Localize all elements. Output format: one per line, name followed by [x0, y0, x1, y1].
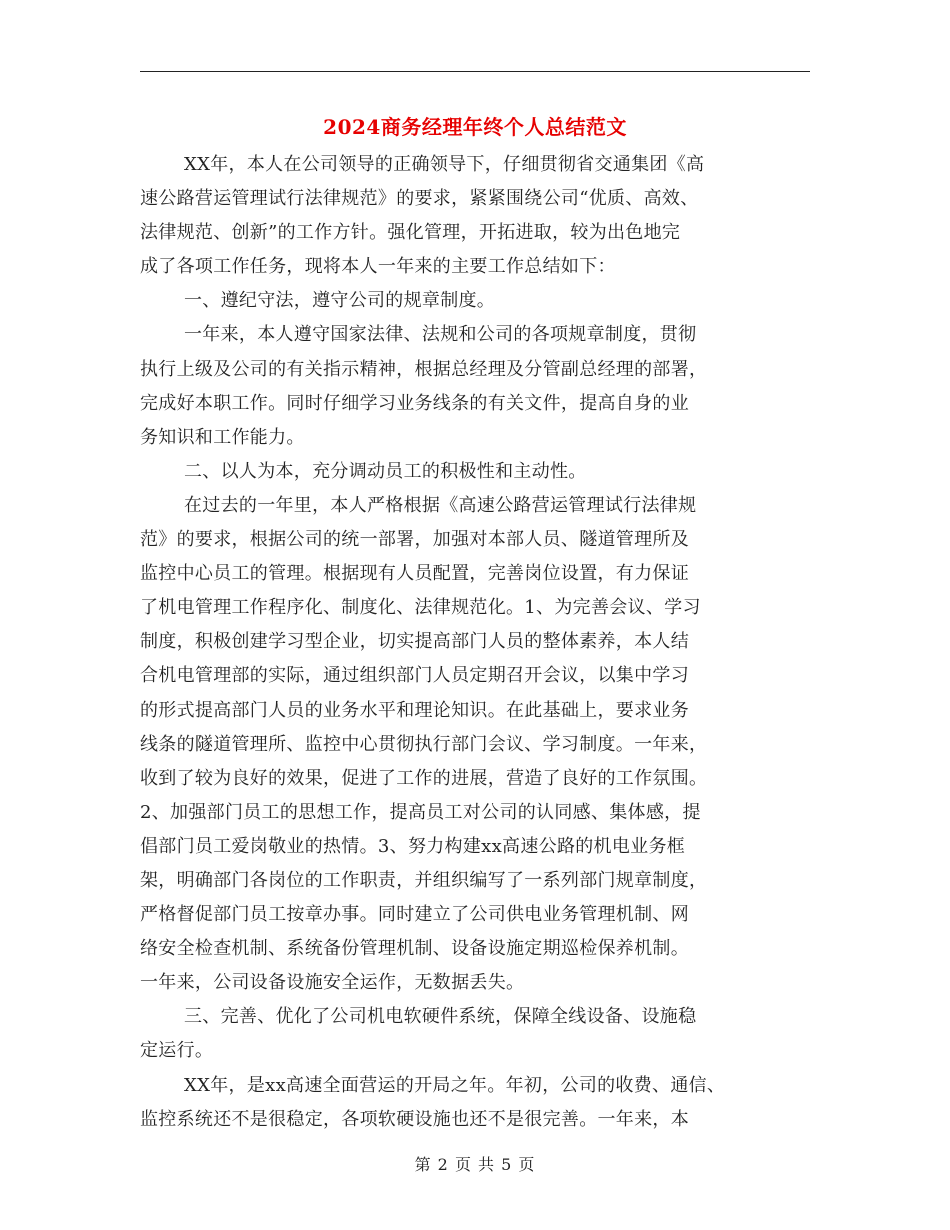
- text-line: 收到了较为良好的效果，促进了工作的进展，营造了良好的工作氛围。: [140, 767, 708, 789]
- text-line: 三、完善、优化了公司机电软硬件系统，保障全线设备、设施稳: [184, 1006, 697, 1028]
- text-line: 一、遵纪守法，遵守公司的规章制度。: [184, 290, 496, 312]
- text-line: 的形式提高部门人员的业务水平和理论知识。在此基础上，要求业务: [140, 699, 689, 721]
- text-line: 在过去的一年里，本人严格根据《高速公路营运管理试行法律规: [184, 494, 697, 516]
- document-title: 2024商务经理年终个人总结范文: [323, 115, 627, 139]
- text-line: 定运行。: [140, 1040, 214, 1062]
- text-line: 速公路营运管理试行法律规范》的要求，紧紧围绕公司“优质、高效、: [140, 188, 699, 210]
- text-line: 范》的要求，根据公司的统一部署，加强对本部人员、隧道管理所及: [140, 529, 689, 551]
- text-line: 执行上级及公司的有关指示精神，根据总经理及分管副总经理的部署，: [140, 358, 708, 380]
- text-line: 架，明确部门各岗位的工作职责，并组织编写了一系列部门规章制度，: [140, 869, 708, 891]
- text-line: 线条的隧道管理所、监控中心贯彻执行部门会议、学习制度。一年来，: [140, 733, 708, 755]
- text-line: 完成好本职工作。同时仔细学习业务线条的有关文件，提高自身的业: [140, 392, 689, 414]
- text-line: 务知识和工作能力。: [140, 426, 305, 448]
- text-line: 监控中心员工的管理。根据现有人员配置，完善岗位设置，有力保证: [140, 563, 689, 585]
- header-rule: [140, 71, 810, 72]
- text-line: 2、加强部门员工的思想工作，提高员工对公司的认同感、集体感，提: [140, 801, 701, 823]
- text-line: 制度，积极创建学习型企业，切实提高部门人员的整体素养，本人结: [140, 631, 689, 653]
- text-line: 严格督促部门员工按章办事。同时建立了公司供电业务管理机制、网: [140, 904, 689, 926]
- text-line: 合机电管理部的实际，通过组织部门人员定期召开会议，以集中学习: [140, 665, 689, 687]
- text-line: 二、以人为本，充分调动员工的积极性和主动性。: [184, 460, 587, 482]
- text-line: 了机电管理工作程序化、制度化、法律规范化。1、为完善会议、学习: [140, 597, 701, 619]
- text-line: 法律规范、创新”的工作方针。强化管理，开拓进取，较为出色地完: [140, 222, 681, 244]
- text-line: XX年，是xx高速全面营运的开局之年。年初，公司的收费、通信、: [184, 1074, 726, 1096]
- text-line: 一年来，公司设备设施安全运作，无数据丢失。: [140, 972, 525, 994]
- text-line: 络安全检查机制、系统备份管理机制、设备设施定期巡检保养机制。: [140, 938, 689, 960]
- text-line: 成了各项工作任务，现将本人一年来的主要工作总结如下：: [140, 256, 616, 278]
- text-line: XX年，本人在公司领导的正确领导下，仔细贯彻省交通集团《高: [184, 154, 705, 175]
- text-line: 一年来，本人遵守国家法律、法规和公司的各项规章制度，贯彻: [184, 324, 697, 346]
- document-body: [140, 148, 812, 1137]
- text-line: 监控系统还不是很稳定，各项软硬设施也还不是很完善。一年来，本: [140, 1108, 689, 1130]
- page-number: 第 2 页 共 5 页: [414, 1155, 536, 1174]
- text-line: 倡部门员工爱岗敬业的热情。3、努力构建xx高速公路的机电业务框: [140, 835, 686, 857]
